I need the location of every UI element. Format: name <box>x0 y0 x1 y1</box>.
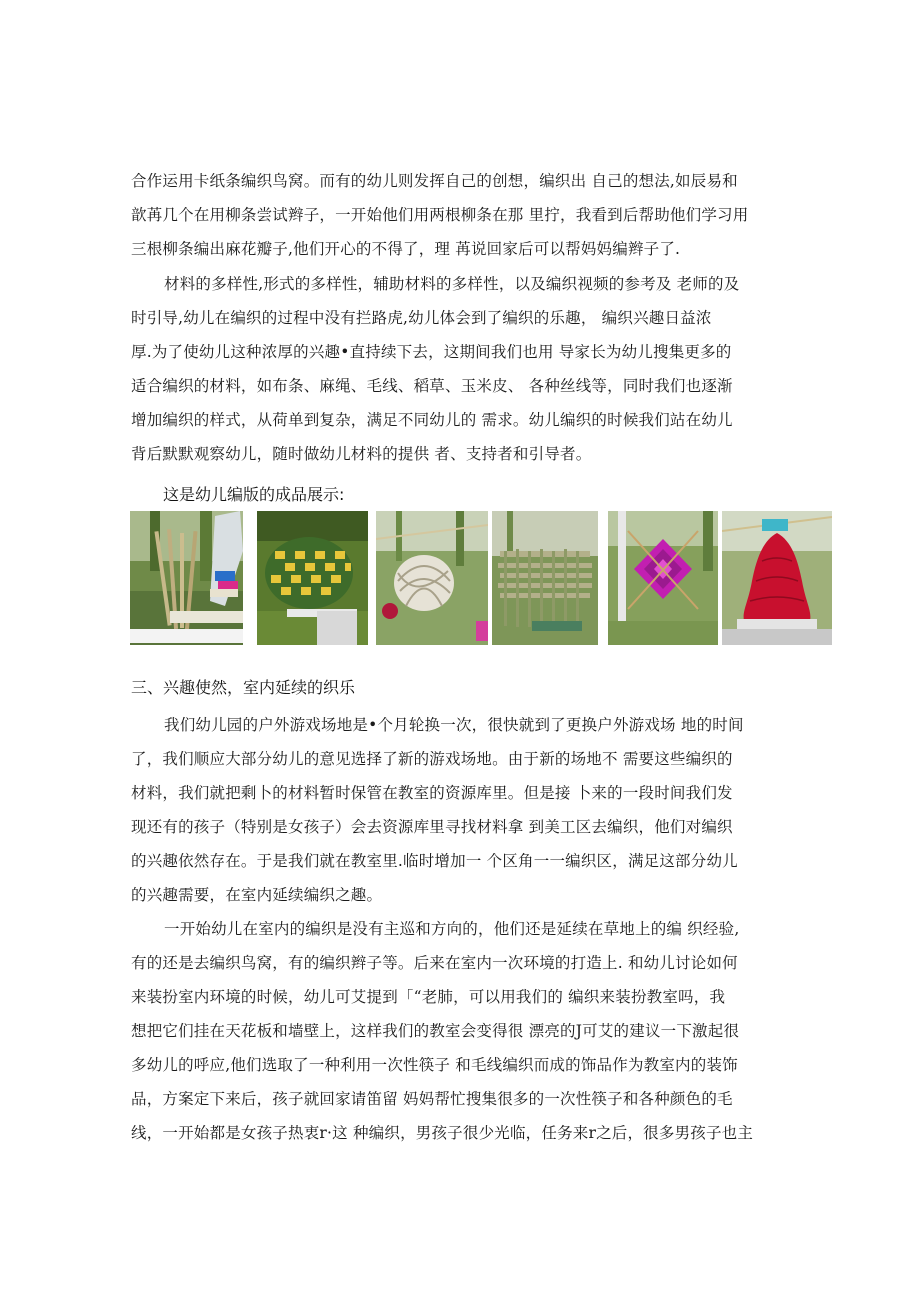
photo-nest <box>376 511 488 645</box>
paragraph2-line-2: 时引导,幼儿在编织的过程中没有拦路虎,幼儿体会到了编织的乐趣， 编织兴趣日益浓 <box>131 309 712 327</box>
paragraph3-line-2: 了，我们顺应大部分幼儿的意见选择了新的游戏场地。由于新的场地不 需要这些编织的 <box>131 750 733 768</box>
paragraph3-line-3: 材料，我们就把剩卜的材料暂时保管在教室的资源库里。但是接 卜来的一段时间我们发 <box>131 784 733 802</box>
paragraph2-line-5: 增加编织的样式，从荷单到复杂，满足不同幼儿的 需求。幼儿编织的时候我们站在幼儿 <box>131 411 733 429</box>
photo-red-bell <box>722 511 832 645</box>
paragraph4-line-6: 品，方案定下来后，孩子就回家请笛留 妈妈帮忙搜集很多的一次性筷子和各种颜色的毛 <box>131 1090 733 1108</box>
paragraph4-line-7: 线，一开始都是女孩子热衷r·这 种编织，男孩子很少光临，任务来r之后，很多男孩子也主 <box>131 1124 754 1142</box>
paragraph1-line-1: 合作运用卡纸条编织鸟窝。而有的幼儿则发挥自己的创想，编织出 自己的想法,如辰易和 <box>131 172 738 190</box>
paragraph4-line-3: 来装扮室内环境的时候，幼儿可艾提到「“老肺，可以用我们的 编织来装扮教室吗，我 <box>131 988 726 1006</box>
paragraph3-line-1: 我们幼儿园的户外游戏场地是•个月轮换一次，很快就到了更换户外游戏场 地的时间 <box>164 716 744 734</box>
paragraph4-line-5: 多幼儿的呼应,他们选取了一种利用一次性筷子 和毛线编织而成的饰品作为教室内的装饰 <box>131 1056 738 1074</box>
photo-gallery <box>130 511 832 645</box>
paragraph2-line-6: 背后默默观察幼儿，随时做幼儿材料的提供 者、支持者和引导者。 <box>131 445 592 463</box>
paragraph1-line-3: 三根柳条编出麻花瓣子,他们开心的不得了，理 苒说回家后可以帮妈妈编辫子了. <box>131 240 681 258</box>
paragraph2-line-3: 厚.为了使幼儿这种浓厚的兴趣•直持续下去，这期间我们也用 导家长为幼儿搜集更多的 <box>131 343 732 361</box>
gallery-caption: 这是幼儿编版的成品展示: <box>163 485 345 504</box>
paragraph3-line-5: 的兴趣依然存在。于是我们就在教室里.临时增加一 个区角一一编织区，满足这部分幼儿 <box>131 852 738 870</box>
photo-willow-braids <box>130 511 243 645</box>
paragraph3-line-4: 现还有的孩子（特别是女孩子）会去资源库里寻找材料拿 到美工区去编织，他们对编织 <box>131 818 733 836</box>
paragraph2-line-4: 适合编织的材料，如布条、麻绳、毛线、稻草、玉米皮、 各种丝线等，同时我们也逐渐 <box>131 377 733 395</box>
paragraph4-line-2: 有的还是去编织鸟窝，有的编织辫子等。后来在室内一次环境的打造上. 和幼儿讨论如何 <box>131 954 738 972</box>
photo-grass-weave <box>492 511 598 645</box>
section-3-heading: 三、兴趣使然，室内延续的织乐 <box>131 678 356 697</box>
photo-woven-ball <box>257 511 368 645</box>
paragraph2-line-1: 材料的多样性,形式的多样性，辅助材料的多样性，以及编织视频的参考及 老师的及 <box>164 275 740 293</box>
photo-gods-eye <box>608 511 718 645</box>
paragraph4-line-4: 想把它们挂在天花板和墙壁上，这样我们的教室会变得很 漂亮的J可艾的建议一下激起很 <box>131 1022 740 1040</box>
paragraph3-line-6: 的兴趣需要，在室内延续编织之趣。 <box>131 886 383 904</box>
paragraph1-line-2: 歆苒几个在用柳条尝试辫子，一开始他们用两根柳条在那 里拧，我看到后帮助他们学习用 <box>131 206 749 224</box>
paragraph4-line-1: 一开始幼儿在室内的编织是没有主巡和方向的，他们还是延续在草地上的编 织经验, <box>164 920 740 938</box>
